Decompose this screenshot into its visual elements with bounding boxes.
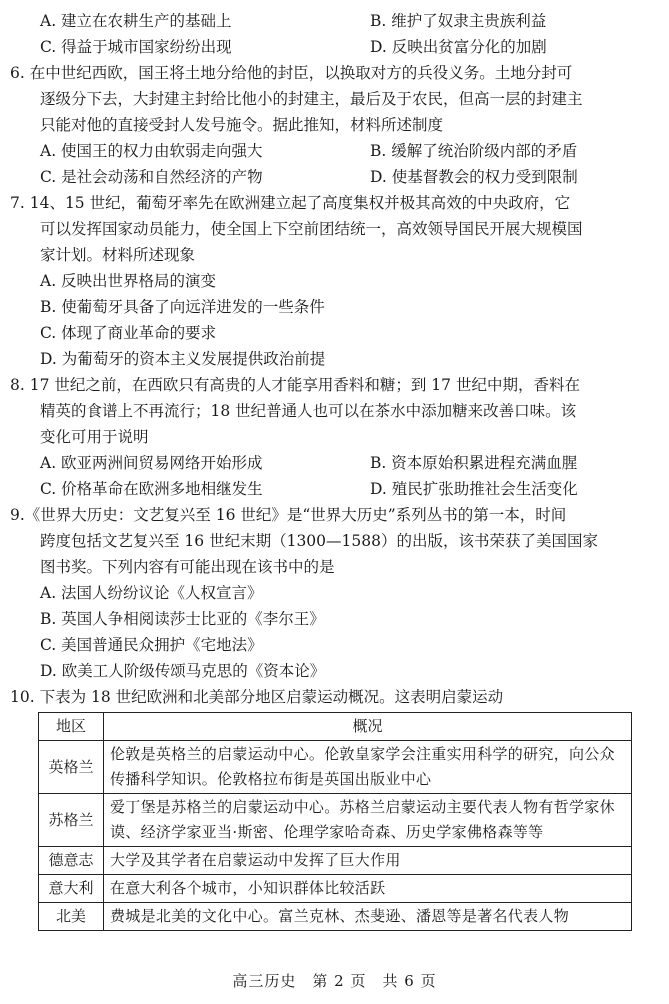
- table-header-row: [39, 713, 632, 741]
- table-cell-desc: 爱丁堡是苏格兰的启蒙运动中心。苏格兰启蒙运动主要代表人物有哲学家休谟、经济学家亚当·斯密、伦理学家哈奇森、历史学家佛格森等等: [104, 794, 632, 847]
- q5-option-b[interactable]: B. 维护了奴隶主贵族利益: [370, 12, 547, 30]
- table-cell-region: 德意志: [39, 847, 104, 875]
- table-header-desc: 概况: [104, 713, 632, 741]
- table-cell-region: 苏格兰: [39, 794, 104, 847]
- q7-option-a[interactable]: A. 反映出世界格局的演变: [40, 272, 217, 290]
- q5-option-d[interactable]: D. 反映出贫富分化的加剧: [370, 38, 547, 56]
- table-cell-region: 意大利: [39, 875, 104, 903]
- q8-option-c[interactable]: C. 价格革命在欧洲多地相继发生: [40, 480, 263, 498]
- q6-stem-line-3: 只能对他的直接受封人发号施令。据此推知，材料所述制度: [40, 116, 444, 134]
- q7-stem-line-1: 7. 14、15 世纪，葡萄牙率先在欧洲建立起了高度集权并极其高效的中央政府，它: [10, 194, 571, 212]
- q9-option-b[interactable]: B. 英国人争相阅读莎士比亚的《李尔王》: [40, 610, 325, 628]
- q8-option-a[interactable]: A. 欧亚两洲间贸易网络开始形成: [40, 454, 263, 472]
- q6-option-d[interactable]: D. 使基督教会的权力受到限制: [370, 168, 578, 186]
- table-cell-region: 北美: [39, 903, 104, 931]
- q6-stem-line-2: 逐级分下去，大封建主封给比他小的封建主，最后及于农民，但高一层的封建主: [40, 90, 583, 108]
- table-header-region: 地区: [39, 713, 104, 741]
- q6-option-a[interactable]: A. 使国王的权力由软弱走向强大: [40, 142, 263, 160]
- table-cell-desc: 大学及其学者在启蒙运动中发挥了巨大作用: [104, 847, 632, 875]
- q5-option-c[interactable]: C. 得益于城市国家纷纷出现: [40, 38, 232, 56]
- table-cell-desc: 在意大利各个城市，小知识群体比较活跃: [104, 875, 632, 903]
- table-cell-desc: 伦敦是英格兰的启蒙运动中心。伦敦皇家学会注重实用科学的研究，向公众传播科学知识。伦敦格拉布街是英国出版业中心: [104, 741, 632, 794]
- q9-stem-line-3: 图书奖。下列内容有可能出现在该书中的是: [40, 558, 335, 576]
- table-cell-desc: 费城是北美的文化中心。富兰克林、杰斐逊、潘恩等是著名代表人物: [104, 903, 632, 931]
- q9-option-d[interactable]: D. 欧美工人阶级传颂马克思的《资本论》: [40, 662, 326, 680]
- q8-stem-line-3: 变化可用于说明: [40, 428, 149, 446]
- q9-stem-line-1: 9.《世界大历史：文艺复兴至 16 世纪》是“世界大历史”系列丛书的第一本，时间: [10, 506, 567, 524]
- table-row: [39, 903, 632, 931]
- table-row: [39, 794, 632, 847]
- q6-option-b[interactable]: B. 缓解了统治阶级内部的矛盾: [370, 142, 578, 160]
- q7-option-d[interactable]: D. 为葡萄牙的资本主义发展提供政治前提: [40, 350, 326, 368]
- q5-option-a[interactable]: A. 建立在农耕生产的基础上: [40, 12, 232, 30]
- q6-stem-line-1: 6. 在中世纪西欧，国王将土地分给他的封臣，以换取对方的兵役义务。土地分封可: [10, 64, 573, 82]
- q7-stem-line-3: 家计划。材料所述现象: [40, 246, 196, 264]
- q8-stem-line-1: 8. 17 世纪之前，在西欧只有高贵的人才能享用香料和糖；到 17 世纪中期，香料在: [10, 376, 580, 394]
- q10-stem: 10. 下表为 18 世纪欧洲和北美部分地区启蒙运动概况。这表明启蒙运动: [10, 688, 504, 706]
- q7-option-b[interactable]: B. 使葡萄牙具备了向远洋进发的一些条件: [40, 298, 325, 316]
- q9-option-a[interactable]: A. 法国人纷纷议论《人权宣言》: [40, 584, 263, 602]
- q8-option-b[interactable]: B. 资本原始积累进程充满血腥: [370, 454, 578, 472]
- q7-stem-line-2: 可以发挥国家动员能力，使全国上下空前团结统一，高效领导国民开展大规模国: [40, 220, 583, 238]
- table-row: [39, 875, 632, 903]
- q9-option-c[interactable]: C. 美国普通民众拥护《宅地法》: [40, 636, 263, 654]
- table-row: [39, 847, 632, 875]
- enlightenment-table: [38, 712, 632, 931]
- q8-stem-line-2: 精英的食谱上不再流行；18 世纪普通人也可以在茶水中添加糖来改善口味。该: [40, 402, 577, 420]
- q7-option-c[interactable]: C. 体现了商业革命的要求: [40, 324, 217, 342]
- q9-stem-line-2: 跨度包括文艺复兴至 16 世纪末期（1300—1588）的出版，该书荣获了美国国家: [40, 532, 598, 550]
- table-row: [39, 741, 632, 794]
- table-cell-region: 英格兰: [39, 741, 104, 794]
- page-footer: 高三历史 第 2 页 共 6 页: [232, 972, 437, 990]
- q6-option-c[interactable]: C. 是社会动荡和自然经济的产物: [40, 168, 263, 186]
- q8-option-d[interactable]: D. 殖民扩张助推社会生活变化: [370, 480, 578, 498]
